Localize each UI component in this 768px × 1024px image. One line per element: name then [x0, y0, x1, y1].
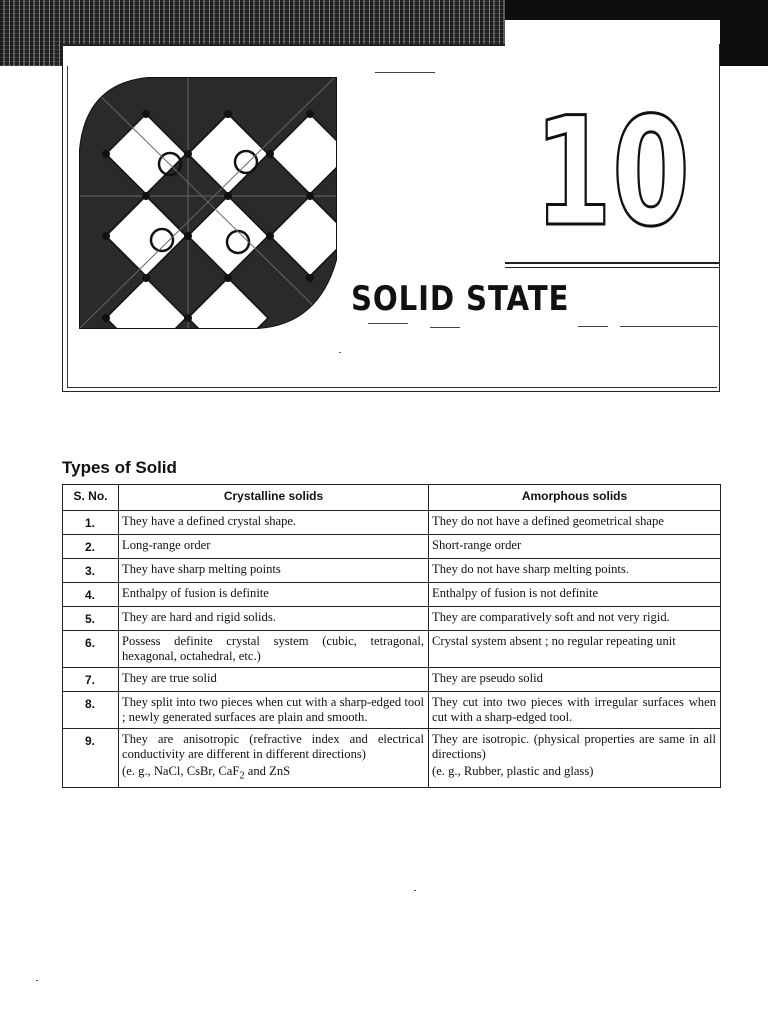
- column-header-crystalline: Crystalline solids: [119, 485, 429, 511]
- row-number: 5.: [63, 607, 119, 631]
- row-number: 2.: [63, 535, 119, 559]
- table-row: [63, 559, 721, 583]
- crystalline-cell: They are hard and rigid solids.: [119, 607, 429, 631]
- amorphous-cell: Crystal system absent ; no regular repeating unit: [429, 631, 721, 668]
- table-row: [63, 631, 721, 668]
- example-text-end: and ZnS: [244, 764, 291, 778]
- header-inner-rule-bottom: [67, 387, 717, 388]
- title-rule-thin: [505, 267, 720, 268]
- crystalline-cell: Possess definite crystal system (cubic, tetragonal, hexagonal, octahedral, etc.): [119, 631, 429, 668]
- title-rule: [505, 262, 720, 264]
- amorphous-description: They are isotropic. (physical properties are same in all directions): [432, 732, 716, 761]
- crystalline-description: They are anisotropic (refractive index and electrical conductivity are different in different directions): [122, 732, 424, 761]
- table-row: [63, 583, 721, 607]
- crystalline-cell: They have a defined crystal shape.: [119, 511, 429, 535]
- header-top-rule: [63, 44, 505, 46]
- crystalline-cell: They have sharp melting points: [119, 559, 429, 583]
- row-number: 4.: [63, 583, 119, 607]
- amorphous-cell: They do not have sharp melting points.: [429, 559, 721, 583]
- amorphous-cell: They are pseudo solid: [429, 668, 721, 692]
- crystalline-cell: They are true solid: [119, 668, 429, 692]
- crystalline-example: [122, 764, 424, 784]
- column-header-amorphous: Amorphous solids: [429, 485, 721, 511]
- crystalline-cell: Enthalpy of fusion is definite: [119, 583, 429, 607]
- amorphous-example: (e. g., Rubber, plastic and glass): [432, 764, 594, 778]
- row-number: 9.: [63, 729, 119, 788]
- table-row: [63, 668, 721, 692]
- table-row: [63, 511, 721, 535]
- column-header-sno: S. No.: [63, 485, 119, 511]
- amorphous-cell: They cut into two pieces with irregular surfaces when cut with a sharp-edged tool.: [429, 692, 721, 729]
- scan-speck: [339, 352, 341, 353]
- table-header-row: [63, 485, 721, 511]
- amorphous-cell: Enthalpy of fusion is not definite: [429, 583, 721, 607]
- example-subscript: 2: [239, 770, 245, 782]
- table-row: [63, 535, 721, 559]
- row-number: 1.: [63, 511, 119, 535]
- dash: [368, 323, 408, 324]
- row-number: 7.: [63, 668, 119, 692]
- example-text: (e. g., NaCl, CsBr, CaF: [122, 764, 240, 778]
- chapter-number: [532, 86, 692, 260]
- row-number: 6.: [63, 631, 119, 668]
- dash: [375, 72, 435, 73]
- dash: [620, 326, 718, 327]
- row-number: 3.: [63, 559, 119, 583]
- scan-speck: [36, 980, 38, 981]
- amorphous-cell: They do not have a defined geometrical shape: [429, 511, 721, 535]
- types-of-solid-table: [62, 484, 721, 788]
- dash: [578, 326, 608, 327]
- amorphous-cell: [429, 729, 721, 788]
- amorphous-cell: Short-range order: [429, 535, 721, 559]
- table-row: [63, 607, 721, 631]
- table-row: [63, 729, 721, 788]
- section-heading: Types of Solid: [62, 458, 177, 477]
- row-number: 8.: [63, 692, 119, 729]
- dash: [430, 327, 460, 328]
- crystalline-cell: They split into two pieces when cut with a sharp-edged tool ; newly generated surfaces are plain and smooth.: [119, 692, 429, 729]
- crystalline-cell: [119, 729, 429, 788]
- svg-text:10: 10: [534, 86, 690, 260]
- scan-speck: [414, 890, 416, 891]
- chapter-title: SOLID STATE: [351, 279, 570, 319]
- crystalline-cell: Long-range order: [119, 535, 429, 559]
- crystal-structure-icon: [78, 74, 338, 330]
- amorphous-cell: They are comparatively soft and not very rigid.: [429, 607, 721, 631]
- header-inner-rule-left: [67, 66, 68, 388]
- table-row: [63, 692, 721, 729]
